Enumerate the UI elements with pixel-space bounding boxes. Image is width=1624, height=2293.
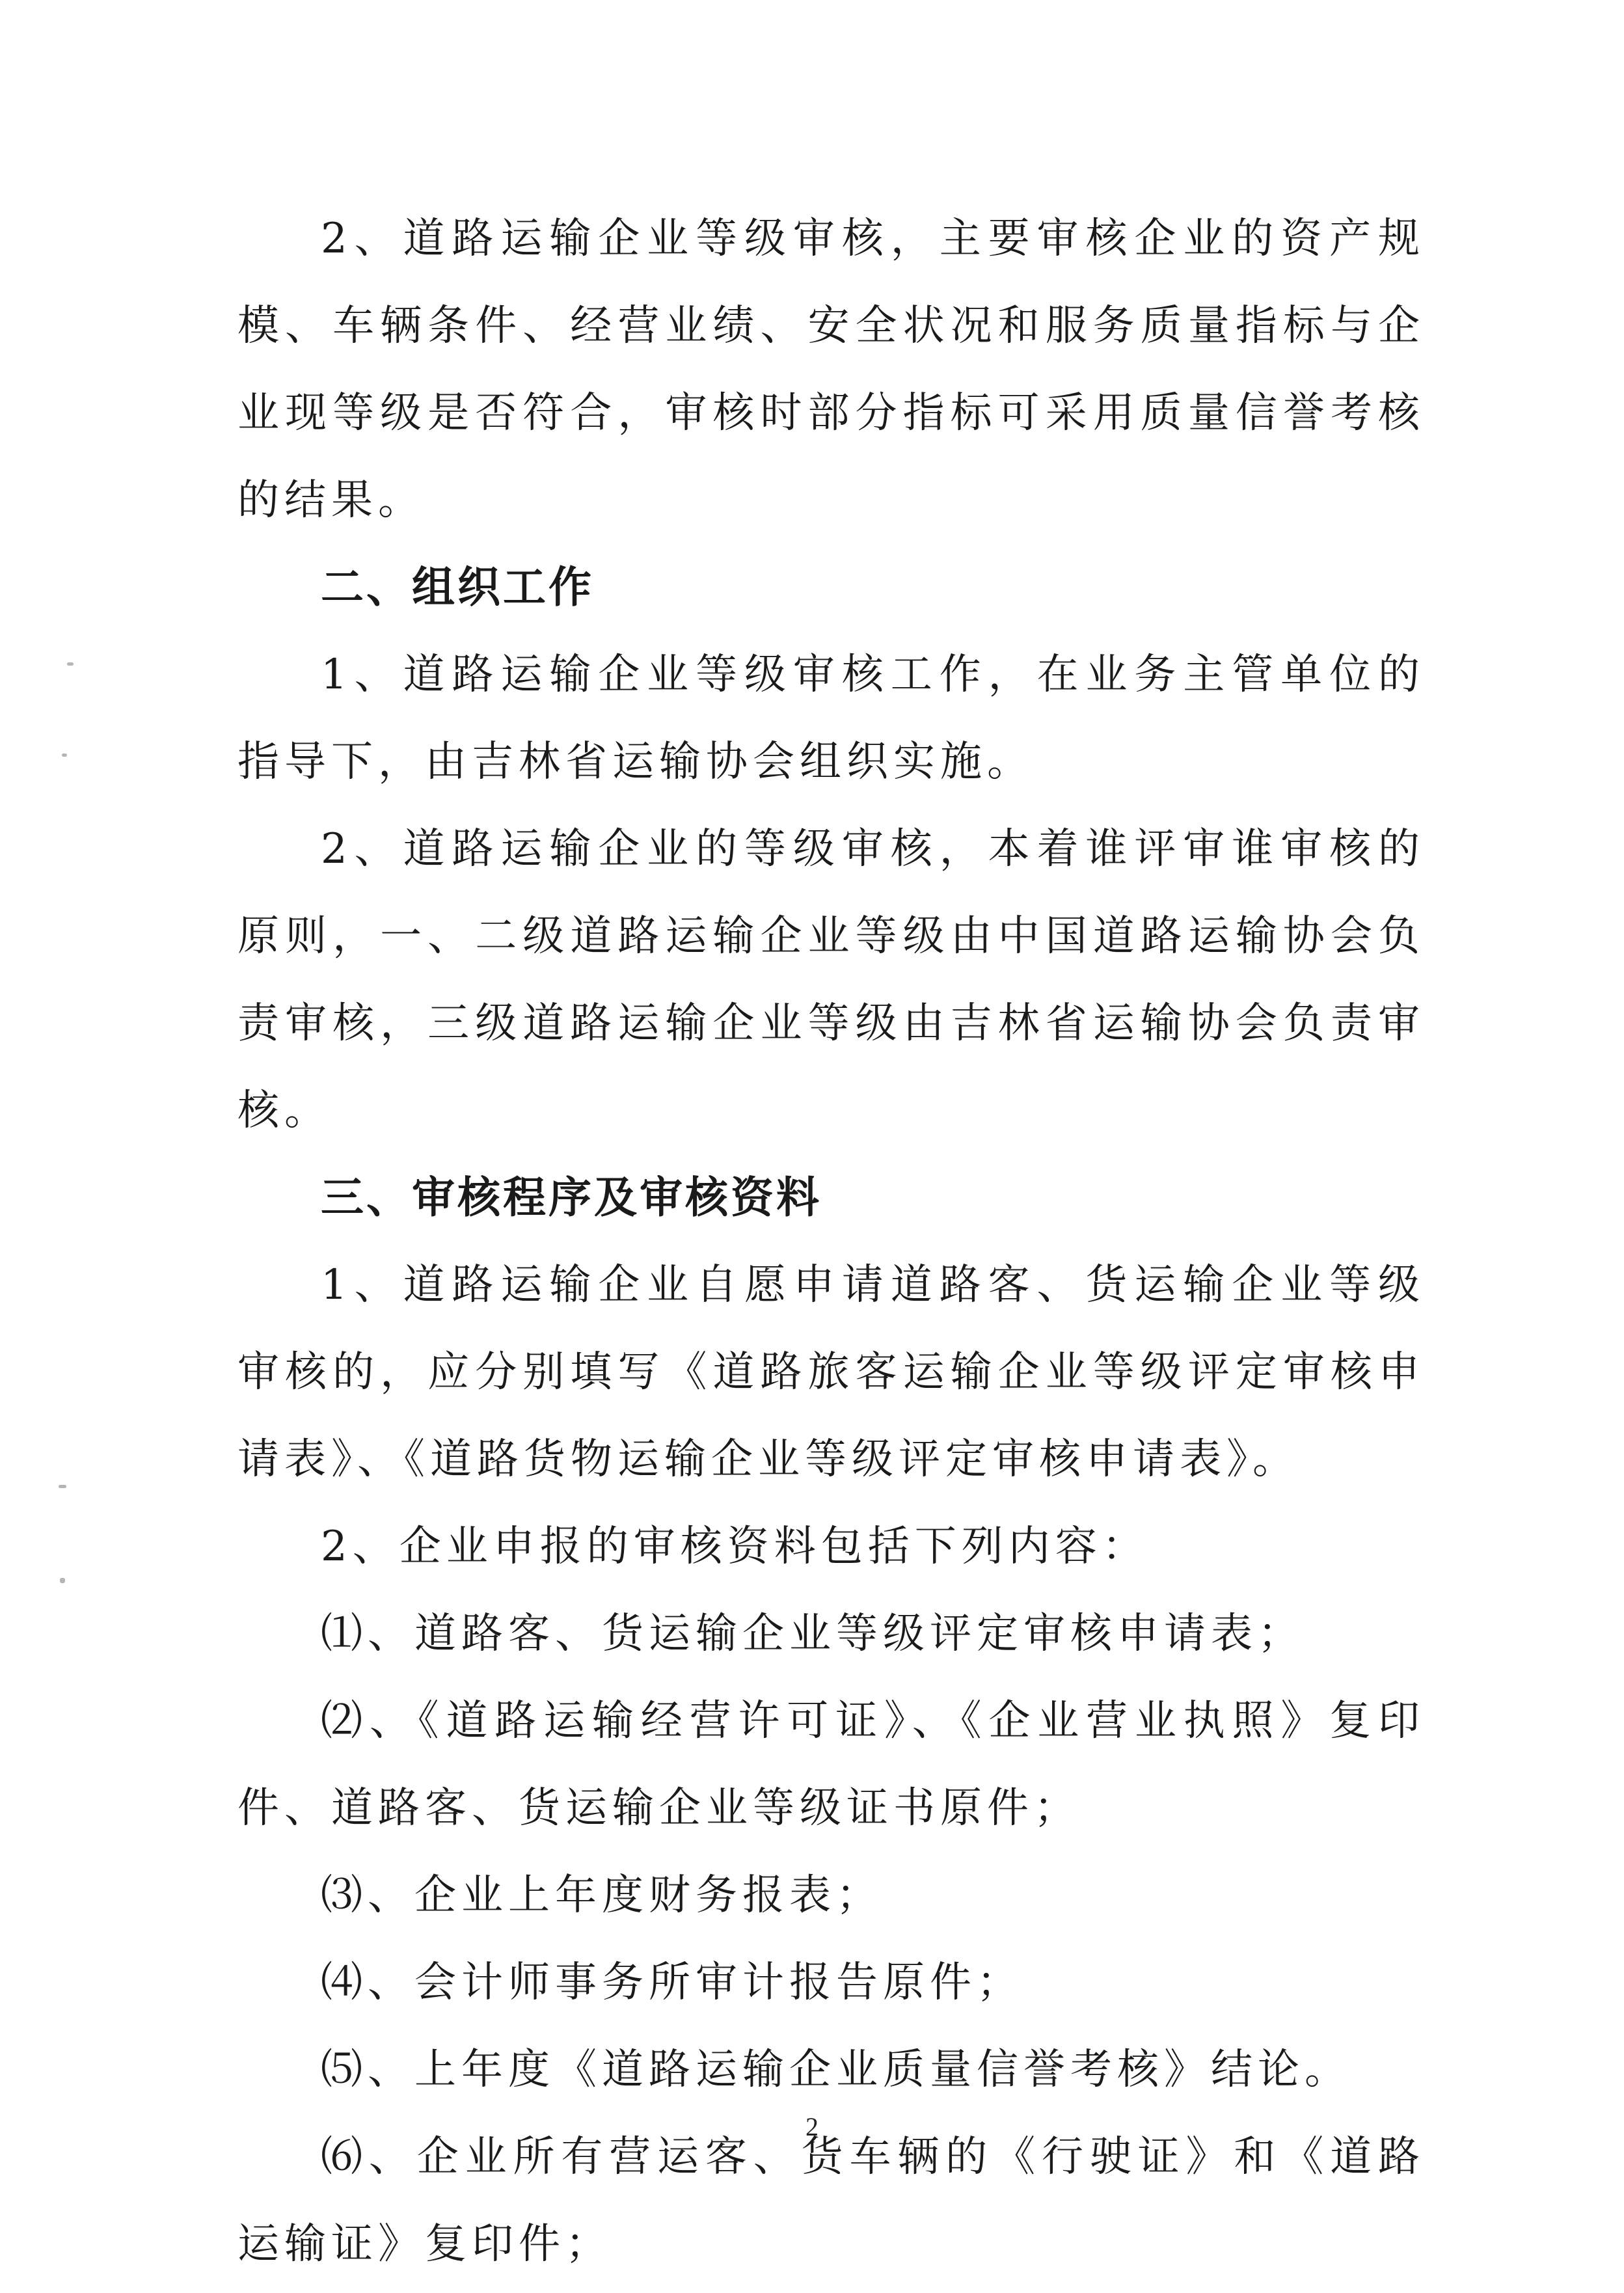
document-body <box>237 195 1425 2288</box>
paragraph-procedure-2: 2、企业申报的审核资料包括下列内容： <box>321 1523 1149 1571</box>
scan-speck <box>60 1578 65 1583</box>
section-heading-organization: 二、组织工作 <box>321 562 594 612</box>
list-item-2: ⑵、《道路运输经营许可证》、《企业营业执照》复印件、道路客、货运输企业等级证书原件； <box>237 1697 1425 1832</box>
paragraph-audit-scope: 2、道路运输企业等级审核，主要审核企业的资产规模、车辆条件、经营业绩、安全状况和服务质量指标与企业现等级是否符合，审核时部分指标可采用质量信誉考核的结果。 <box>237 215 1425 524</box>
list-item-4: ⑷、会计师事务所审计报告原件； <box>321 1959 1023 2007</box>
paragraph-procedure-1: 1、道路运输企业自愿申请道路客、货运输企业等级审核的，应分别填写《道路旅客运输企业等级评定审核申请表》、《道路货物运输企业等级评定审核申请表》。 <box>237 1261 1425 1484</box>
scan-speck <box>59 1485 66 1488</box>
page-number: 2 <box>805 2112 819 2141</box>
list-item-3: ⑶、企业上年度财务报表； <box>321 1871 883 1920</box>
scan-speck <box>67 662 74 666</box>
list-item-6: ⑹、企业所有营运客、货车辆的《行驶证》和《道路运输证》复印件； <box>237 2133 1425 2268</box>
paragraph-organization-1: 1、道路运输企业等级审核工作，在业务主管单位的指导下，由吉林省运输协会组织实施。 <box>237 651 1425 786</box>
scan-speck <box>62 753 67 757</box>
section-heading-procedure: 三、审核程序及审核资料 <box>321 1173 822 1223</box>
list-item-1: ⑴、道路客、货运输企业等级评定审核申请表； <box>321 1610 1305 1658</box>
paragraph-organization-2: 2、道路运输企业的等级审核，本着谁评审谁审核的原则，一、二级道路运输企业等级由中国道路运输协会负责审核，三级道路运输企业等级由吉林省运输协会负责审核。 <box>237 825 1425 1135</box>
list-item-5: ⑸、上年度《道路运输企业质量信誉考核》结论。 <box>321 2046 1351 2094</box>
